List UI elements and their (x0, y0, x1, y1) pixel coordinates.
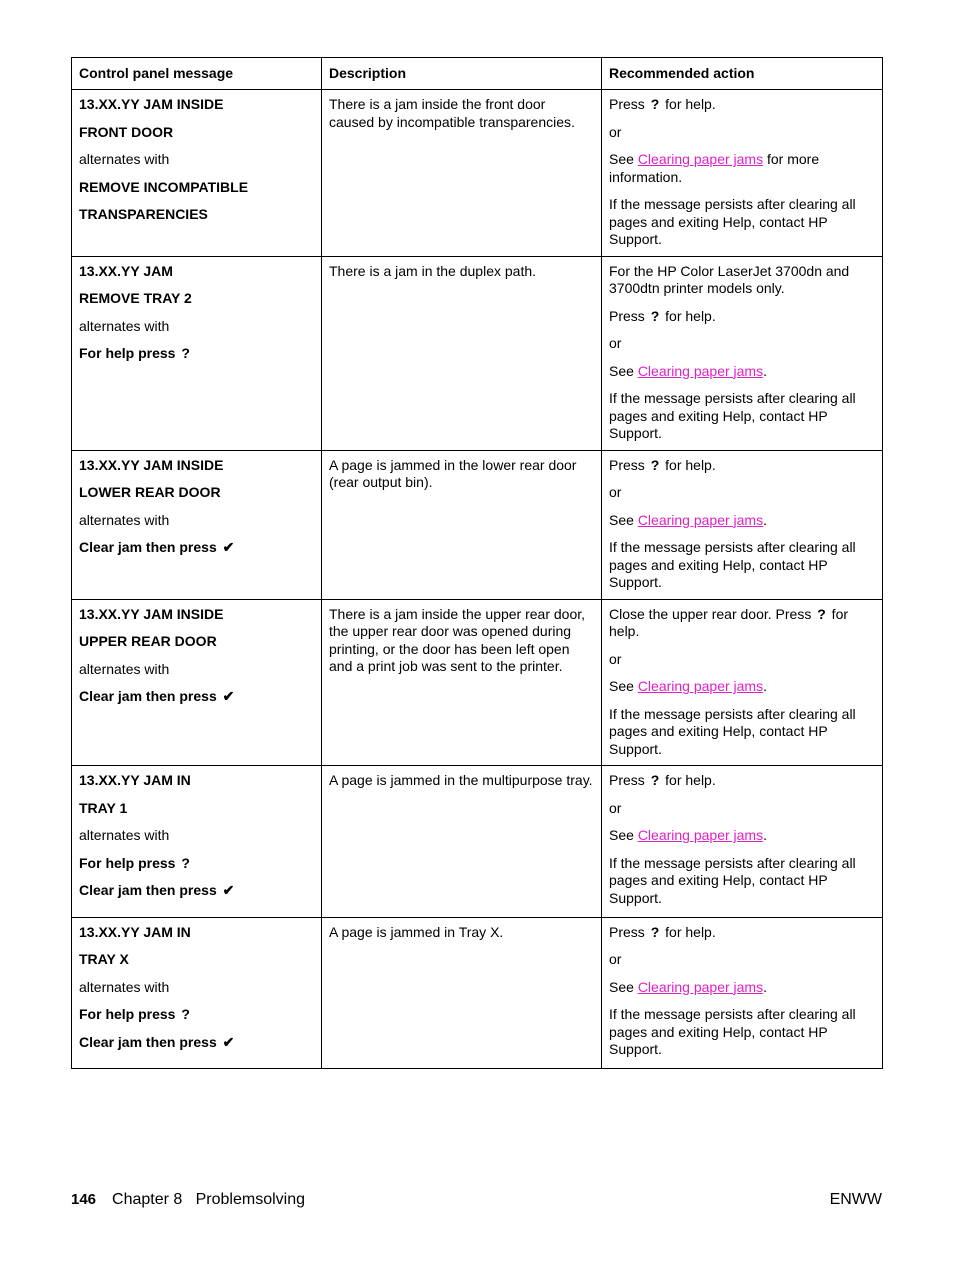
description-cell (322, 917, 602, 1069)
control-message-cell (72, 450, 322, 599)
description-cell (322, 90, 602, 257)
control-message-line (79, 1034, 314, 1052)
table-row (72, 599, 883, 766)
control-message-text: 13.XX.YY JAM INSIDE (79, 605, 224, 622)
control-message-text: alternates with (79, 151, 170, 167)
action-paragraph (609, 363, 875, 381)
description-text: There is a jam inside the front door caused by incompatible transparencies. (329, 96, 575, 130)
control-message-line (79, 606, 314, 624)
control-message-text: FRONT DOOR (79, 123, 174, 140)
help-button-icon: ? (181, 1006, 190, 1022)
action-paragraph (609, 951, 875, 969)
control-message-line (79, 263, 314, 281)
control-message-line (79, 484, 314, 502)
chapter-title: Chapter 8 Problemsolving (112, 1191, 306, 1208)
action-text: See (609, 151, 638, 167)
action-paragraph (609, 263, 875, 298)
control-message-text: For help press (79, 1006, 176, 1022)
table-body (72, 90, 883, 1069)
control-message-line (79, 882, 314, 900)
control-message-cell (72, 766, 322, 918)
action-text: If the message persists after clearing all pages and exiting Help, contact HP Support. (609, 1006, 860, 1057)
action-text: Press (609, 307, 649, 324)
help-button-icon: ? (817, 605, 826, 622)
action-text: For the HP Color LaserJet 3700dn and 3700dtn printer models only. (609, 262, 854, 296)
action-text-after: . (763, 827, 767, 843)
action-text-after: for help. (661, 307, 716, 324)
control-message-line (79, 206, 314, 224)
control-message-text: For help press (79, 345, 176, 361)
action-paragraph (609, 924, 875, 942)
page-footer (71, 1191, 882, 1209)
action-text: or (609, 799, 622, 816)
action-text: Press (609, 923, 649, 940)
control-message-line (79, 633, 314, 651)
control-message-line (79, 124, 314, 142)
help-button-icon: ? (650, 456, 660, 473)
control-message-line (79, 151, 314, 169)
action-paragraph (609, 706, 875, 759)
description-cell (322, 256, 602, 450)
checkmark-button-icon: ✔ (222, 688, 235, 704)
action-text: or (609, 951, 622, 967)
control-message-text: alternates with (79, 317, 170, 334)
page-number: 146 (71, 1191, 97, 1208)
control-message-text: Clear jam then press (79, 688, 217, 704)
table-row (72, 90, 883, 257)
action-text: See (609, 827, 638, 843)
action-paragraph (609, 772, 875, 790)
description-text: A page is jammed in the lower rear door (rear output bin). (329, 456, 577, 490)
control-message-text: LOWER REAR DOOR (79, 484, 221, 500)
action-paragraph (609, 335, 875, 353)
action-paragraph (609, 827, 875, 845)
header-control-panel-message: Control panel message (72, 58, 322, 90)
action-text: If the message persists after clearing all pages and exiting Help, contact HP Support. (609, 854, 860, 906)
control-message-text: 13.XX.YY JAM (79, 262, 173, 279)
action-paragraph (609, 1006, 875, 1059)
control-message-line (79, 827, 314, 845)
recommended-action-cell (602, 917, 883, 1069)
control-message-line (79, 539, 314, 557)
clearing-paper-jams-link[interactable]: Clearing paper jams (637, 511, 764, 528)
control-message-cell (72, 917, 322, 1069)
footer-right-label: ENWW (829, 1191, 882, 1208)
action-paragraph (609, 800, 875, 818)
action-paragraph (609, 678, 875, 696)
table-row (72, 917, 883, 1069)
control-message-line (79, 951, 314, 969)
recommended-action-cell (602, 90, 883, 257)
control-message-line (79, 457, 314, 475)
table-header (72, 58, 883, 90)
action-text-after: for help. (661, 923, 716, 940)
table-row (72, 766, 883, 918)
table-row (72, 256, 883, 450)
action-paragraph (609, 196, 875, 249)
help-button-icon: ? (650, 772, 660, 788)
recommended-action-cell (602, 599, 883, 766)
action-paragraph (609, 512, 875, 530)
action-paragraph (609, 484, 875, 502)
action-text: If the message persists after clearing all pages and exiting Help, contact HP Support. (609, 705, 860, 757)
control-message-line (79, 924, 314, 942)
action-text: See (609, 511, 638, 528)
control-message-line (79, 96, 314, 114)
recommended-action-cell (602, 766, 883, 918)
control-message-text: TRAY X (79, 951, 129, 967)
action-text-after: for help. (661, 772, 716, 788)
control-panel-messages-table (71, 57, 883, 1069)
control-message-text: TRAY 1 (79, 799, 128, 816)
action-paragraph (609, 308, 875, 326)
action-text: Press (609, 772, 649, 788)
control-message-text: Clear jam then press (79, 539, 217, 555)
control-message-line (79, 855, 314, 873)
control-message-cell (72, 90, 322, 257)
description-cell (322, 450, 602, 599)
control-message-line (79, 979, 314, 997)
action-paragraph (609, 151, 875, 186)
control-message-line (79, 512, 314, 530)
clearing-paper-jams-link[interactable]: Clearing paper jams (637, 827, 764, 843)
clearing-paper-jams-link[interactable]: Clearing paper jams (637, 978, 764, 995)
help-button-icon: ? (650, 96, 660, 112)
action-paragraph (609, 390, 875, 443)
action-text-after: . (763, 362, 767, 379)
header-recommended-action: Recommended action (602, 58, 883, 90)
description-text: A page is jammed in the multipurpose tray. (329, 772, 593, 788)
checkmark-button-icon: ✔ (222, 539, 235, 555)
control-message-line (79, 179, 314, 197)
action-text: or (609, 123, 622, 140)
control-message-line (79, 800, 314, 818)
action-paragraph (609, 539, 875, 592)
control-message-line (79, 1006, 314, 1024)
control-message-text: Clear jam then press (79, 882, 217, 898)
recommended-action-cell (602, 450, 883, 599)
table-row (72, 450, 883, 599)
action-text-after: for help. (661, 96, 716, 112)
description-cell (322, 599, 602, 766)
control-message-text: REMOVE INCOMPATIBLE (79, 178, 249, 195)
control-message-text: For help press (79, 854, 176, 871)
description-cell (322, 766, 602, 918)
action-paragraph (609, 651, 875, 669)
help-button-icon: ? (650, 307, 660, 324)
control-message-cell (72, 599, 322, 766)
action-paragraph (609, 606, 875, 641)
action-text: See (609, 978, 638, 995)
control-message-text: Clear jam then press (79, 1033, 217, 1050)
action-paragraph (609, 979, 875, 997)
control-message-text: 13.XX.YY JAM INSIDE (79, 96, 224, 112)
control-message-text: 13.XX.YY JAM INSIDE (79, 456, 224, 473)
action-paragraph (609, 124, 875, 142)
action-paragraph (609, 457, 875, 475)
action-text: or (609, 335, 622, 351)
header-description: Description (322, 58, 602, 90)
control-message-text: alternates with (79, 827, 170, 843)
action-text: If the message persists after clearing all pages and exiting Help, contact HP Support. (609, 196, 860, 247)
action-text: See (609, 362, 638, 379)
control-message-line (79, 772, 314, 790)
control-message-text: 13.XX.YY JAM IN (79, 923, 191, 940)
control-message-text: REMOVE TRAY 2 (79, 290, 192, 306)
action-text: If the message persists after clearing all pages and exiting Help, contact HP Support. (609, 390, 860, 441)
action-text-after: . (763, 511, 767, 528)
action-text-after: . (763, 678, 767, 694)
clearing-paper-jams-link[interactable]: Clearing paper jams (637, 151, 764, 167)
control-message-line (79, 318, 314, 336)
help-button-icon: ? (181, 345, 190, 361)
checkmark-button-icon: ✔ (222, 1033, 235, 1050)
control-message-text: alternates with (79, 978, 170, 995)
description-text: A page is jammed in Tray X. (329, 923, 504, 940)
help-button-icon: ? (650, 923, 660, 940)
action-paragraph (609, 855, 875, 908)
control-message-text: alternates with (79, 511, 170, 528)
action-text: or (609, 484, 622, 500)
action-text-after: for help. (661, 456, 716, 473)
action-paragraph (609, 96, 875, 114)
action-text: Close the upper rear door. Press (609, 605, 816, 622)
action-text: See (609, 678, 638, 694)
control-message-line (79, 661, 314, 679)
control-message-line (79, 290, 314, 308)
control-message-line (79, 345, 314, 363)
checkmark-button-icon: ✔ (222, 882, 235, 898)
action-text: Press (609, 456, 649, 473)
help-button-icon: ? (181, 854, 190, 871)
action-text-after: for more information. (609, 151, 824, 185)
control-message-text: 13.XX.YY JAM IN (79, 772, 191, 788)
control-message-text: TRANSPARENCIES (79, 206, 208, 222)
action-text-after: . (763, 978, 767, 995)
action-text: If the message persists after clearing all pages and exiting Help, contact HP Support. (609, 539, 860, 590)
clearing-paper-jams-link[interactable]: Clearing paper jams (637, 362, 764, 379)
header-row (72, 58, 883, 90)
control-message-line (79, 688, 314, 706)
action-text-after: for help. (609, 605, 852, 639)
description-text: There is a jam in the duplex path. (329, 262, 537, 279)
control-message-text: UPPER REAR DOOR (79, 633, 217, 649)
control-message-text: alternates with (79, 660, 170, 677)
action-text: or (609, 650, 622, 667)
clearing-paper-jams-link[interactable]: Clearing paper jams (637, 678, 764, 694)
action-text: Press (609, 96, 649, 112)
control-message-cell (72, 256, 322, 450)
recommended-action-cell (602, 256, 883, 450)
description-text: There is a jam inside the upper rear door, the upper rear door was opened during printing, or the door has been left open and a print job was sent to the printer. (329, 605, 586, 674)
